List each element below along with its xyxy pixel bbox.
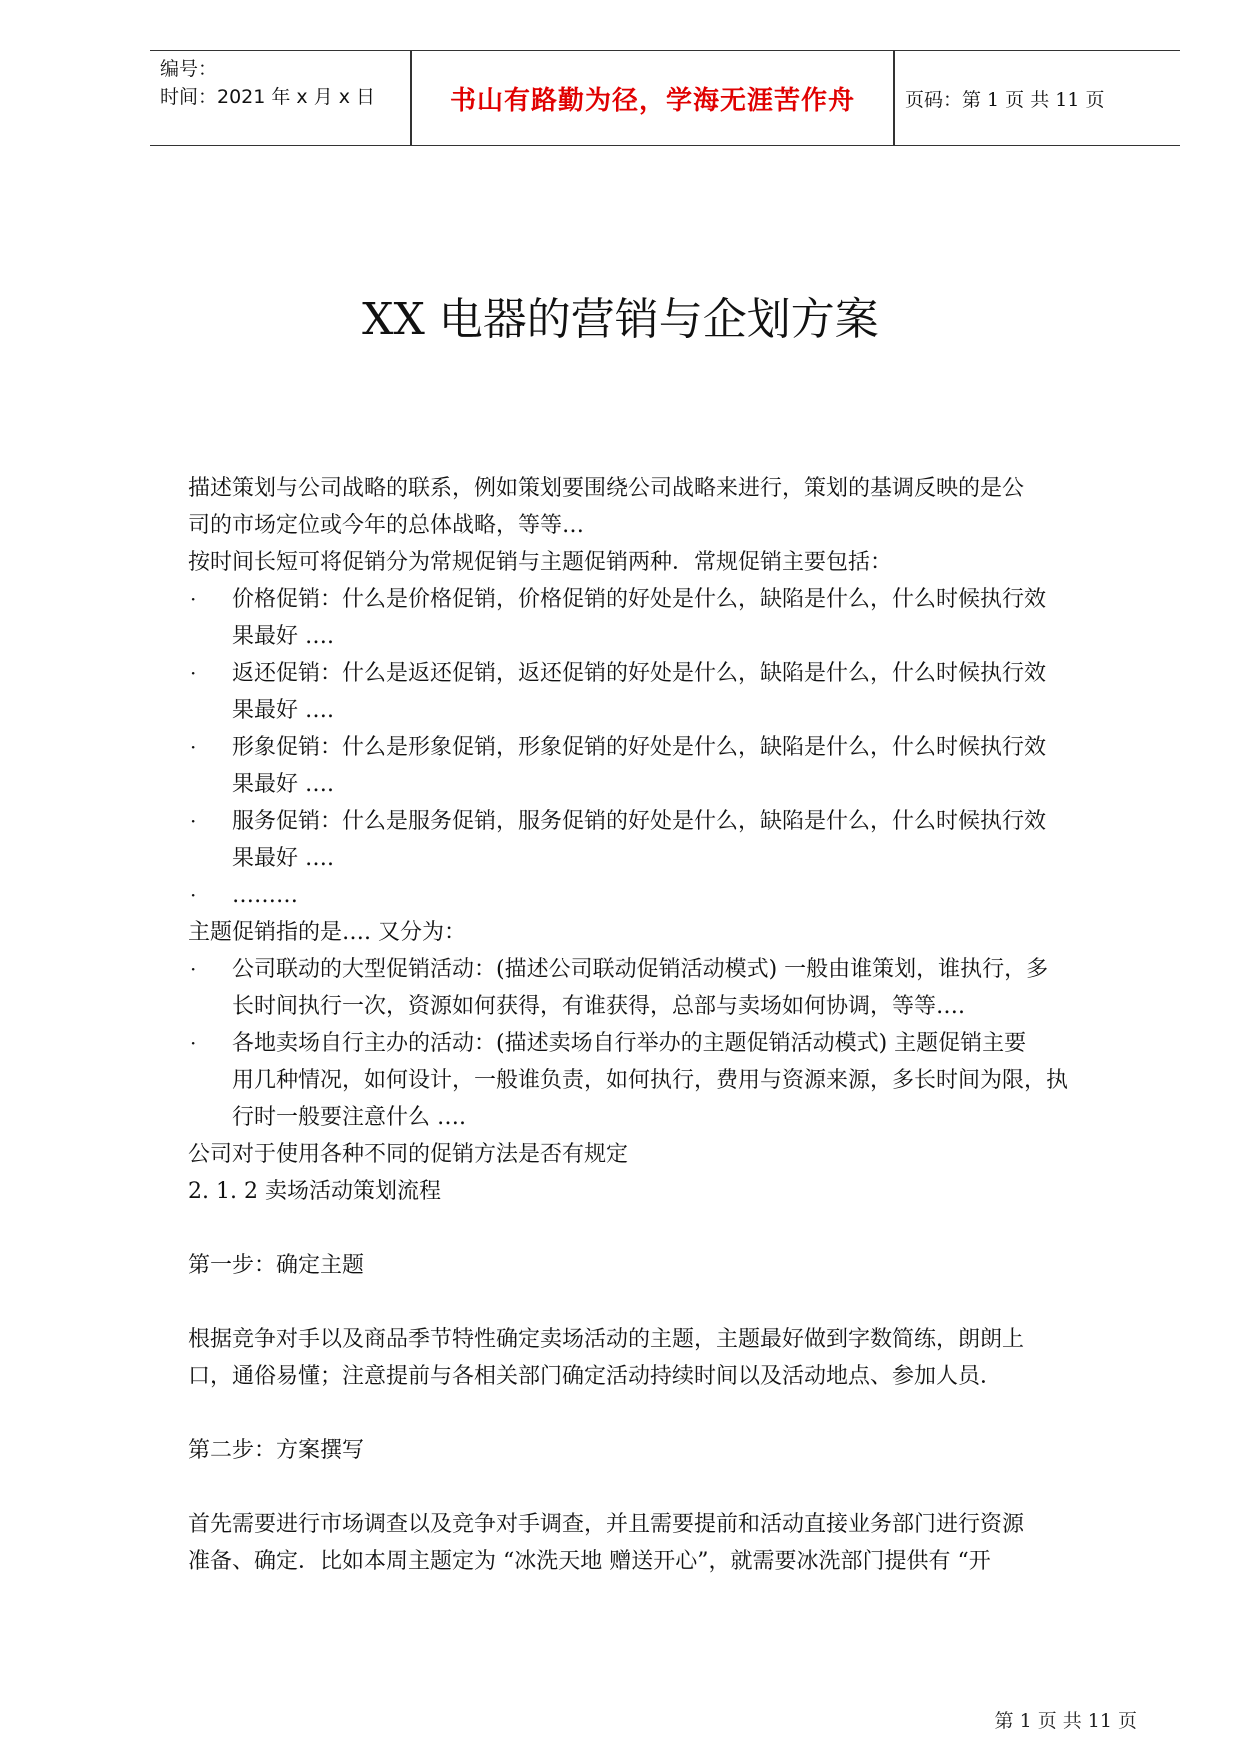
list-item-text: ……… (232, 883, 298, 908)
list-item-text: 各地卖场自行主办的活动：(描述卖场自行举办的主题促销活动模式) 主题促销主要 (232, 1031, 1027, 1056)
spacer (188, 1284, 1138, 1321)
bullet-marker: · (190, 957, 197, 981)
bullet-marker: · (190, 809, 197, 833)
paragraph: 公司对于使用各种不同的促销方法是否有规定 (188, 1142, 629, 1167)
list-item (188, 581, 1138, 655)
header-motto: 书山有路勤为径，学海无涯苦作舟 (449, 85, 855, 116)
header-divider (893, 51, 895, 145)
step-heading: 第一步：确定主题 (188, 1253, 365, 1278)
list-item (188, 729, 1138, 803)
document-number-label: 编号： (160, 58, 218, 80)
list-item-text: 用几种情况，如何设计，一般谁负责，如何执行，费用与资源来源，多长时间为限，执 (232, 1068, 1069, 1093)
list-item (188, 655, 1138, 729)
list-item-text: 果最好 …. (232, 624, 334, 649)
bullet-marker: · (190, 883, 197, 907)
list-item-text: 服务促销：什么是服务促销，服务促销的好处是什么，缺陷是什么，什么时候执行效 (232, 809, 1047, 834)
paragraph: 准备、确定．比如本周主题定为 “冰洗天地 赠送开心”，就需要冰洗部门提供有 “开 (188, 1549, 991, 1574)
list-item-text: 果最好 …. (232, 698, 334, 723)
list-item-text: 行时一般要注意什么 …. (232, 1105, 466, 1130)
document-date: 时间：2021 年 x 月 x 日 (160, 86, 376, 108)
page-footer: 第 1 页 共 11 页 (994, 1710, 1137, 1732)
paragraph: 主题促销指的是…. 又分为： (188, 920, 466, 945)
list-item-text: 返还促销：什么是返还促销，返还促销的好处是什么，缺陷是什么，什么时候执行效 (232, 661, 1047, 686)
document-title: XX 电器的营销与企划方案 (362, 294, 879, 345)
bullet-marker: · (190, 661, 197, 685)
spacer (188, 1395, 1138, 1432)
paragraph: 司的市场定位或今年的总体战略，等等… (188, 513, 585, 538)
list-item-text: 公司联动的大型促销活动：(描述公司联动促销活动模式) 一般由谁策划，谁执行，多 (232, 957, 1049, 982)
header-page-info: 页码：第 1 页 共 11 页 (905, 88, 1105, 111)
list-item-text: 果最好 …. (232, 846, 334, 871)
list-item-text: 长时间执行一次，资源如何获得，有谁获得，总部与卖场如何协调，等等…. (232, 994, 965, 1019)
list-item-text: 形象促销：什么是形象促销，形象促销的好处是什么，缺陷是什么，什么时候执行效 (232, 735, 1047, 760)
bullet-marker: · (190, 1031, 197, 1055)
paragraph: 按时间长短可将促销分为常规促销与主题促销两种．常规促销主要包括： (188, 550, 893, 575)
paragraph: 根据竞争对手以及商品季节特性确定卖场活动的主题，主题最好做到字数简练，朗朗上 (188, 1327, 1025, 1352)
spacer (188, 1210, 1138, 1247)
list-item (188, 951, 1138, 1025)
list-item (188, 1025, 1138, 1136)
bullet-marker: · (190, 735, 197, 759)
page-header (150, 50, 1180, 146)
step-heading: 第二步：方案撰写 (188, 1438, 365, 1463)
section-heading: 2. 1. 2 卖场活动策划流程 (188, 1179, 441, 1204)
bullet-marker: · (190, 587, 197, 611)
list-item (188, 803, 1138, 877)
paragraph: 描述策划与公司战略的联系，例如策划要围绕公司战略来进行，策划的基调反映的是公 (188, 476, 1025, 501)
list-item-text: 果最好 …. (232, 772, 334, 797)
paragraph: 口，通俗易懂；注意提前与各相关部门确定活动持续时间以及活动地点、参加人员． (188, 1364, 1003, 1389)
spacer (188, 1469, 1138, 1506)
header-meta (160, 55, 375, 111)
list-item-text: 价格促销：什么是价格促销，价格促销的好处是什么，缺陷是什么，什么时候执行效 (232, 587, 1047, 612)
paragraph: 首先需要进行市场调查以及竞争对手调查，并且需要提前和活动直接业务部门进行资源 (188, 1512, 1025, 1537)
document-body (188, 470, 1138, 1580)
list-item (188, 877, 1138, 914)
